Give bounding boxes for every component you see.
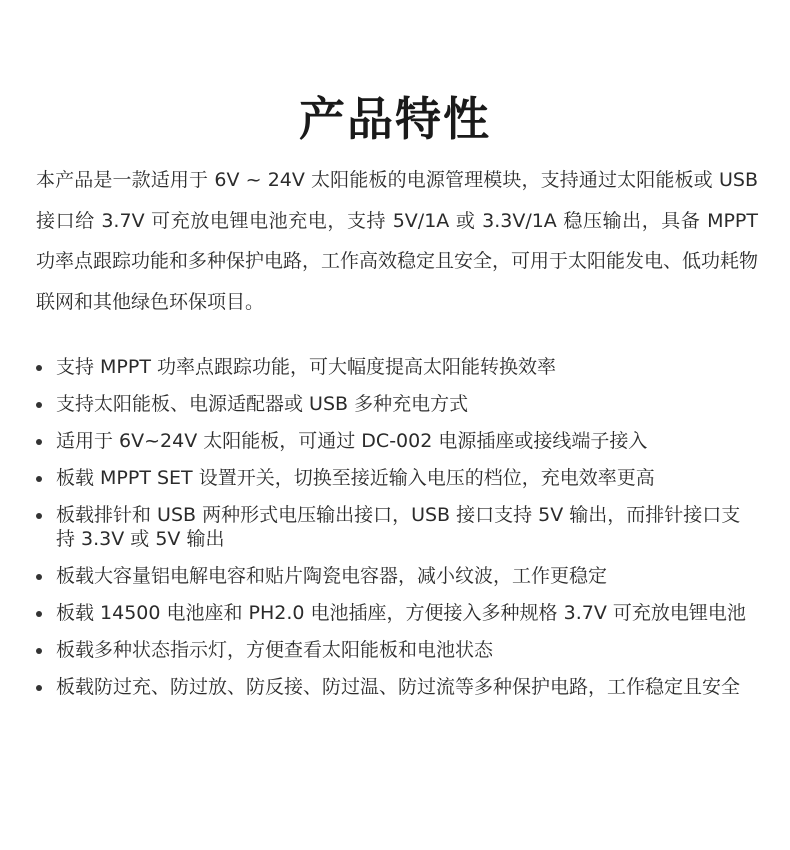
bullet-icon xyxy=(36,365,42,371)
feature-item-1 xyxy=(36,355,758,379)
feature-text: 板载大容量铝电解电容和贴片陶瓷电容器，减小纹波，工作更稳定 xyxy=(56,565,608,587)
intro-paragraph: 本产品是一款适用于 6V ~ 24V 太阳能板的电源管理模块，支持通过太阳能板或 USB 接口给 3.7V 可充放电锂电池充电，支持 5V/1A 或 3.3V/1A 稳压输出，具备 MPPT 功率点跟踪功能和多种保护电路，工作高效稳定且安全，可用于太阳能发电、低功耗物联网和其他绿色环保项目。 xyxy=(36,169,759,313)
feature-text: 板载多种状态指示灯，方便查看太阳能板和电池状态 xyxy=(56,639,494,661)
bullet-icon xyxy=(36,476,42,482)
feature-item-8 xyxy=(36,638,758,662)
feature-text: 板载 14500 电池座和 PH2.0 电池插座，方便接入多种规格 3.7V 可充放电锂电池 xyxy=(56,602,746,624)
feature-text: 支持 MPPT 功率点跟踪功能，可大幅度提高太阳能转换效率 xyxy=(56,356,556,378)
feature-item-4 xyxy=(36,466,758,490)
bullet-icon xyxy=(36,439,42,445)
feature-text: 适用于 6V~24V 太阳能板，可通过 DC-002 电源插座或接线端子接入 xyxy=(56,430,648,452)
feature-item-5 xyxy=(36,503,758,551)
feature-item-2 xyxy=(36,392,758,416)
bullet-icon xyxy=(36,685,42,691)
feature-item-6 xyxy=(36,564,758,588)
feature-text: 支持太阳能板、电源适配器或 USB 多种充电方式 xyxy=(56,393,469,415)
bullet-icon xyxy=(36,611,42,617)
feature-text: 板载 MPPT SET 设置开关，切换至接近输入电压的档位，充电效率更高 xyxy=(56,467,655,489)
page-title: 产品特性 xyxy=(299,91,491,146)
feature-item-3 xyxy=(36,429,758,453)
bullet-icon xyxy=(36,648,42,654)
bullet-icon xyxy=(36,402,42,408)
feature-text: 板载防过充、防过放、防反接、防过温、防过流等多种保护电路，工作稳定且安全 xyxy=(56,676,741,698)
feature-item-9 xyxy=(36,675,758,699)
bullet-icon xyxy=(36,574,42,580)
feature-item-7 xyxy=(36,601,758,625)
bullet-icon xyxy=(36,513,42,519)
feature-text: 板载排针和 USB 两种形式电压输出接口，USB 接口支持 5V 输出，而排针接口支持 3.3V 或 5V 输出 xyxy=(56,504,741,550)
feature-list xyxy=(36,355,758,712)
